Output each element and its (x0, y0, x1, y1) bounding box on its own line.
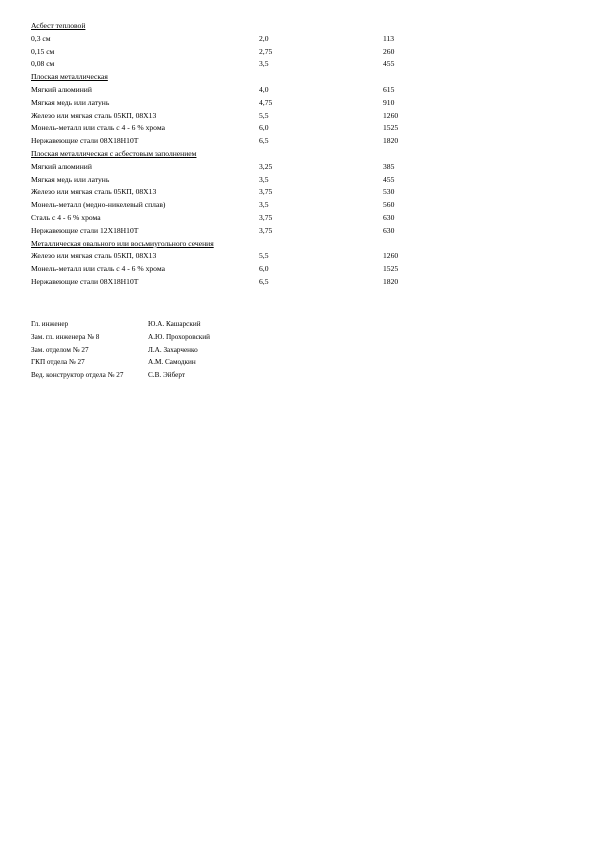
material-label: Нержавеющие стали 12Х18Н10Т (31, 225, 139, 235)
section-heading-row (31, 20, 571, 33)
material-label: 0,15 см (31, 46, 55, 56)
table-row (31, 276, 571, 289)
signatory-name: С.В. Эйберт (148, 371, 185, 380)
gasket-factor: 3,5 (259, 59, 269, 69)
material-label: Монель-металл или сталь с 4 - 6 % хрома (31, 264, 165, 274)
gasket-table (31, 20, 571, 289)
gasket-factor: 3,75 (259, 225, 273, 235)
seating-stress: 910 (383, 97, 395, 107)
seating-stress: 1525 (383, 123, 399, 133)
signature-row (31, 331, 431, 344)
seating-stress: 455 (383, 174, 395, 184)
seating-stress: 560 (383, 200, 395, 210)
section-heading-row (31, 238, 571, 251)
seating-stress: 1820 (383, 136, 399, 146)
table-row (31, 174, 571, 187)
material-label: Монель-металл (медно-никелевый сплав) (31, 200, 166, 210)
seating-stress: 385 (383, 161, 395, 171)
material-label: Монель-металл или сталь с 4 - 6 % хрома (31, 123, 165, 133)
table-row (31, 33, 571, 46)
signatory-name: Ю.А. Кашарский (148, 320, 201, 328)
signatory-role: Гл. инженер (31, 320, 69, 328)
seating-stress: 1525 (383, 264, 399, 274)
material-label: Железо или мягкая сталь 05КП, 08Х13 (31, 187, 157, 197)
seating-stress: 630 (383, 212, 395, 222)
signatory-role: Вед. конструктор отдела № 27 (31, 371, 124, 380)
signature-row (31, 344, 431, 357)
signatory-name: А.Ю. Прохоровский (148, 332, 210, 341)
seating-stress: 530 (383, 187, 395, 197)
table-row (31, 250, 571, 263)
seating-stress: 455 (383, 59, 395, 69)
table-row (31, 263, 571, 276)
table-row (31, 199, 571, 212)
gasket-factor: 2,0 (259, 33, 269, 43)
gasket-factor: 5,5 (259, 251, 269, 261)
gasket-factor: 2,75 (259, 46, 273, 56)
gasket-factor: 6,0 (259, 123, 269, 133)
section-heading: Асбест тепловой (31, 21, 86, 30)
table-row (31, 46, 571, 59)
material-label: Мягкий алюминий (31, 161, 92, 171)
material-label: 0,3 см (31, 33, 51, 43)
material-label: Нержавеющие стали 08Х18Н10Т (31, 136, 139, 146)
material-label: Железо или мягкая сталь 05КП, 08Х13 (31, 251, 157, 261)
seating-stress: 1820 (383, 276, 399, 286)
signatory-role: ГКП отдела № 27 (31, 358, 85, 367)
section-heading: Плоская металлическая (31, 72, 108, 82)
material-label: Нержавеющие стали 08Х18Н10Т (31, 276, 139, 286)
seating-stress: 1260 (383, 110, 399, 120)
gasket-factor: 4,0 (259, 84, 269, 94)
gasket-factor: 3,5 (259, 174, 269, 184)
table-row (31, 97, 571, 110)
gasket-factor: 6,0 (259, 264, 269, 274)
table-row (31, 161, 571, 174)
gasket-factor: 6,5 (259, 136, 269, 146)
signature-row (31, 356, 431, 369)
material-label: Сталь с 4 - 6 % хрома (31, 212, 101, 222)
gasket-factor: 5,5 (259, 110, 269, 120)
table-row (31, 186, 571, 199)
signatory-name: А.М. Самодкин (148, 358, 196, 367)
seating-stress: 1260 (383, 251, 399, 261)
table-row (31, 135, 571, 148)
table-row (31, 110, 571, 123)
section-heading-row (31, 71, 571, 84)
signatory-role: Зам. гл. инженера № 8 (31, 332, 100, 341)
table-row (31, 58, 571, 71)
gasket-factor: 4,75 (259, 97, 273, 107)
table-row (31, 212, 571, 225)
signature-block (31, 318, 431, 382)
material-label: 0,08 см (31, 59, 55, 69)
table-row (31, 84, 571, 97)
seating-stress: 615 (383, 84, 395, 94)
table-row (31, 122, 571, 135)
signature-row (31, 318, 431, 331)
material-label: Мягкая медь или латунь (31, 97, 110, 107)
seating-stress: 630 (383, 225, 395, 235)
seating-stress: 113 (383, 33, 395, 43)
gasket-factor: 3,25 (259, 161, 273, 171)
section-heading: Плоская металлическая с асбестовым заполнением (31, 148, 197, 158)
signatory-role: Зам. отделом № 27 (31, 345, 89, 354)
material-label: Мягкий алюминий (31, 84, 92, 94)
material-label: Мягкая медь или латунь (31, 174, 110, 184)
signature-row (31, 369, 431, 382)
material-label: Железо или мягкая сталь 05КП, 08Х13 (31, 110, 157, 120)
section-heading-row (31, 148, 571, 161)
gasket-factor: 3,75 (259, 187, 273, 197)
signatory-name: Л.А. Захарченко (148, 345, 198, 354)
seating-stress: 260 (383, 46, 395, 56)
gasket-factor: 3,75 (259, 212, 273, 222)
table-row (31, 225, 571, 238)
gasket-factor: 6,5 (259, 276, 269, 286)
section-heading: Металлическая овального или восьмиугольного сечения (31, 238, 214, 248)
gasket-factor: 3,5 (259, 200, 269, 210)
